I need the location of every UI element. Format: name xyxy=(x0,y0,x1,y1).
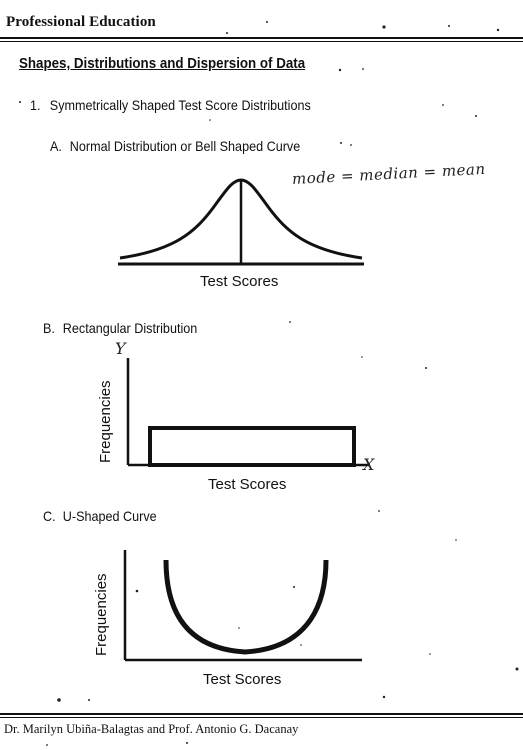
list-item-number: 1. xyxy=(30,97,41,113)
normal-x-axis-label: Test Scores xyxy=(200,273,279,290)
subsection-a-title: Normal Distribution or Bell Shaped Curve xyxy=(69,138,301,154)
handwritten-x-axis-mark: X xyxy=(363,455,375,474)
handwritten-note: mode = median = mean xyxy=(291,159,486,188)
footer-rule-thick xyxy=(0,713,523,715)
rectangular-y-axis-label: Frequencies xyxy=(97,380,114,463)
subsection-a-letter: A. xyxy=(50,138,62,154)
list-item-text: Symmetrically Shaped Test Score Distributions xyxy=(49,97,311,113)
u-curve xyxy=(166,560,326,652)
u-shaped-x-axis-label: Test Scores xyxy=(203,671,282,688)
rectangular-block xyxy=(150,428,354,465)
page-header-title: Professional Education xyxy=(6,14,156,30)
subsection-c-title: U-Shaped Curve xyxy=(62,508,157,524)
handwritten-y-axis-mark: Y xyxy=(115,339,126,358)
subsection-c-heading xyxy=(43,508,157,524)
footer-rule-thin xyxy=(0,717,523,718)
subsection-b-heading xyxy=(43,320,197,336)
figure-u-shaped-curve xyxy=(125,550,362,660)
subsection-b-letter: B. xyxy=(43,320,55,336)
section-title: Shapes, Distributions and Dispersion of Data xyxy=(19,56,306,72)
figure-normal-distribution xyxy=(118,180,364,264)
subsection-b-title: Rectangular Distribution xyxy=(62,320,198,336)
figure-rectangular-distribution xyxy=(128,358,370,465)
u-shaped-y-axis-label: Frequencies xyxy=(93,573,110,656)
rectangular-x-axis-label: Test Scores xyxy=(208,476,287,493)
footer-authors: Dr. Marilyn Ubiña-Balagtas and Prof. Antonio G. Dacanay xyxy=(4,722,299,736)
subsection-c-letter: C. xyxy=(43,508,56,524)
